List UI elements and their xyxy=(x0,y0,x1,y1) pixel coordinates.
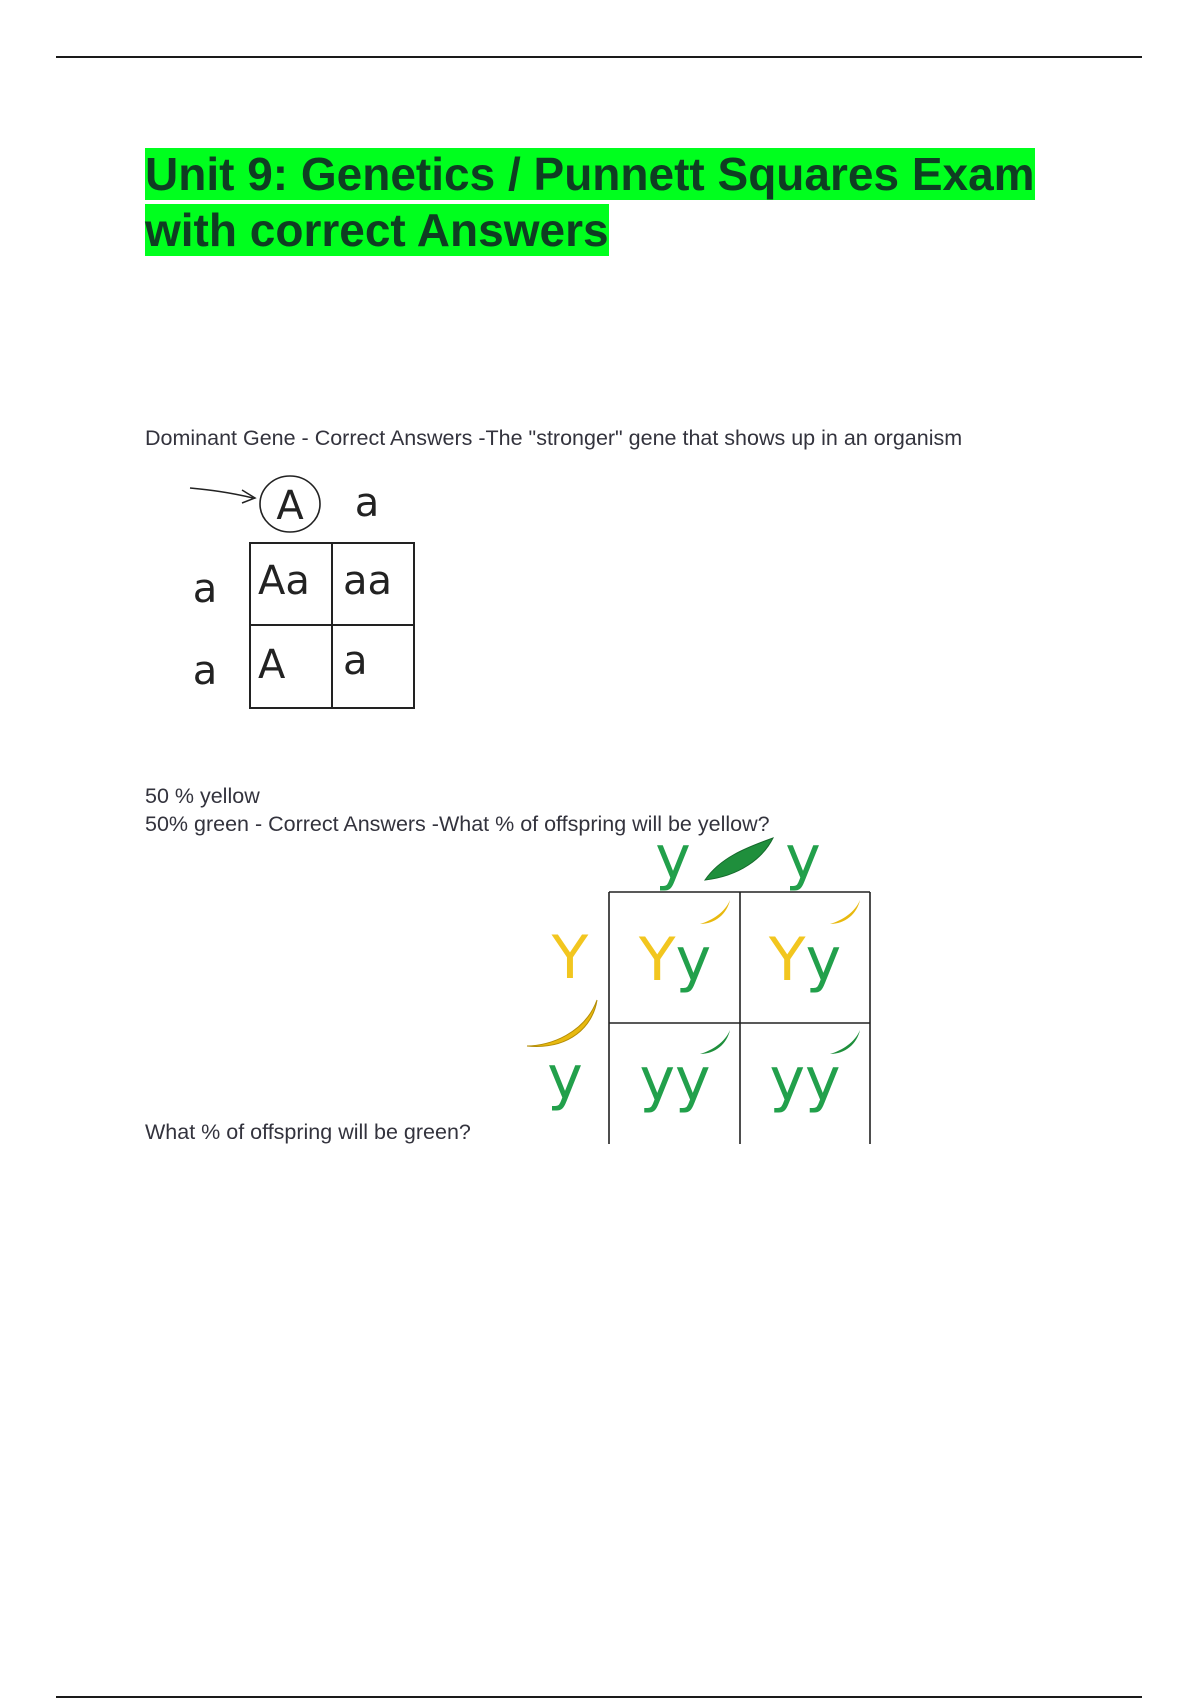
side-allele-2: a xyxy=(192,648,218,694)
cell-2-2: yy xyxy=(769,1045,841,1115)
punnett-square-pea-color xyxy=(515,828,885,1144)
top-allele-1: A xyxy=(276,483,304,529)
answer-yellow-green: 50 % yellow 50% green - Correct Answers -What % of offspring will be yellow? xyxy=(145,784,770,836)
punnett-square-dominant xyxy=(180,470,440,720)
cell-2-1: A xyxy=(258,642,286,688)
cell-1-1: Aa xyxy=(258,558,310,604)
yellow-pea-pod-icon xyxy=(527,1000,597,1046)
cell-1-2: Yy xyxy=(768,925,842,995)
mini-yellow-pod-icon xyxy=(830,900,860,924)
footer-rule xyxy=(56,1696,1142,1698)
question-green-offspring: What % of offspring will be green? xyxy=(145,1120,471,1144)
header-rule xyxy=(56,56,1142,58)
cell-1-1: Yy xyxy=(638,925,712,995)
cell-2-1: yy xyxy=(639,1045,711,1115)
side-allele-2: y xyxy=(547,1043,583,1113)
arrow-icon xyxy=(190,488,255,503)
side-allele-1: a xyxy=(192,566,218,612)
top-allele-2: a xyxy=(354,480,380,526)
green-pea-pod-icon xyxy=(705,838,773,880)
cell-2-2: a xyxy=(343,638,368,684)
question-dominant-gene: Dominant Gene - Correct Answers -The "stronger" gene that shows up in an organism xyxy=(145,426,963,450)
top-allele-1: y xyxy=(655,828,691,893)
mini-yellow-pod-icon xyxy=(700,900,730,924)
cell-1-2: aa xyxy=(343,558,393,604)
side-allele-1: Y xyxy=(551,923,589,993)
top-allele-2: y xyxy=(785,828,821,893)
page-title: Unit 9: Genetics / Punnett Squares Exam with correct Answers xyxy=(145,148,1035,256)
